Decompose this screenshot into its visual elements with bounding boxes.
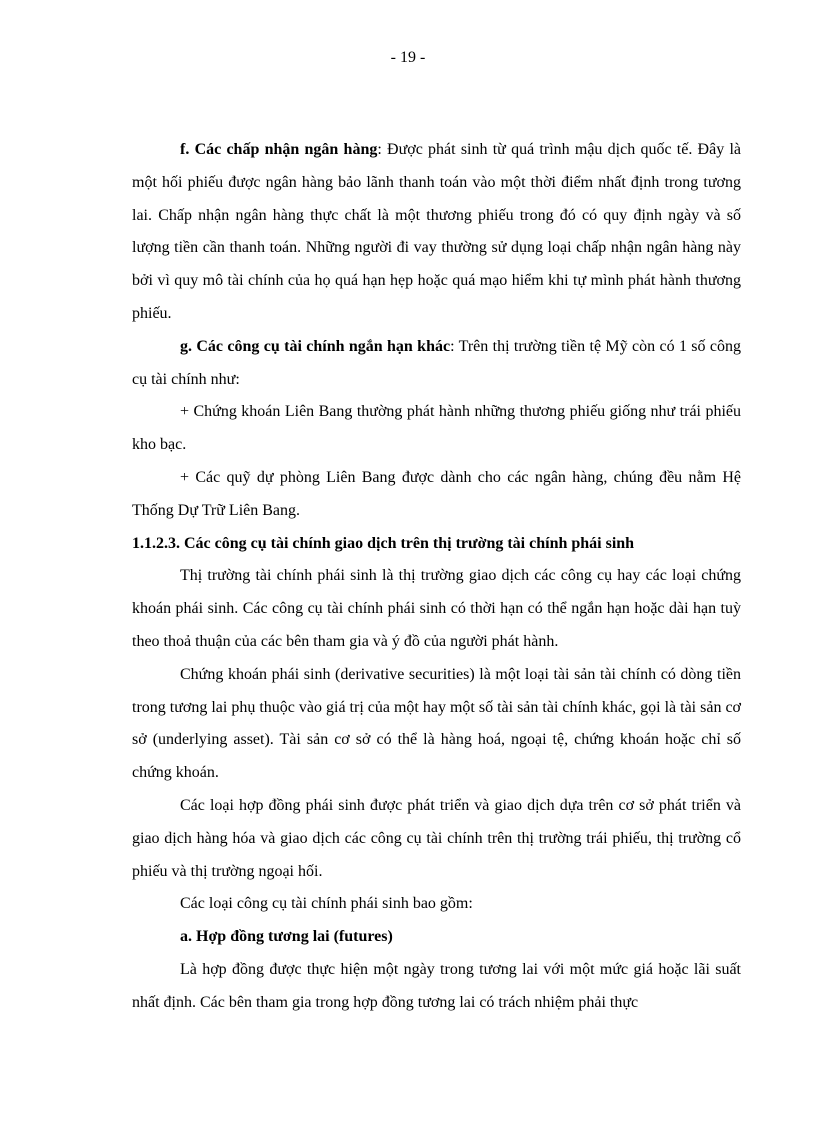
paragraph-section-f: [132, 134, 741, 331]
section-f-label: f. Các chấp nhận ngân hàng: [180, 141, 378, 158]
section-heading-1-1-2-3: 1.1.2.3. Các công cụ tài chính giao dịch trên thị trường tài chính phái sinh: [132, 534, 635, 552]
paragraph-derivative-securities: Chứng khoán phái sinh (derivative securities) là một loại tài sản tài chính có dòng tiền trong tương lai phụ thuộc vào giá trị của một hay một số tài sản tài chính khác, gọi là tài sản cơ sở (underlying asset). Tài sản cơ sở có thể là hàng hoá, ngoại tệ, chứng khoán hoặc chỉ số chứng khoán.: [132, 665, 742, 782]
paragraph-section-g: [132, 331, 741, 397]
page-number: - 19 -: [390, 49, 426, 66]
bullet-item-1: + Chứng khoán Liên Bang thường phát hành những thương phiếu giống như trái phiếu kho bạc.: [132, 403, 741, 454]
paragraph-derivative-types: Các loại công cụ tài chính phái sinh bao gồm:: [180, 895, 473, 913]
section-g-text: : Trên thị trường tiền tệ Mỹ còn có 1 số công cụ tài chính như:: [132, 337, 742, 388]
paragraph-futures: Là hợp đồng được thực hiện một ngày trong tương lai với một mức giá hoặc lãi suất nhất định. Các bên tham gia trong hợp đồng tương lai có trách nhiệm phải thực: [132, 960, 741, 1011]
paragraph-derivative-contracts: Các loại hợp đồng phái sinh được phát triển và giao dịch dựa trên cơ sở phát triển và giao dịch hàng hóa và giao dịch các công cụ tài chính trên thị trường trái phiếu, thị trường cổ phiếu và thị trường ngoại hối.: [132, 796, 741, 880]
section-g-label: g. Các công cụ tài chính ngắn hạn khác: [180, 337, 451, 355]
bullet-item-2: + Các quỹ dự phòng Liên Bang được dành cho các ngân hàng, chúng đều nằm Hệ Thống Dự Trữ Liên Bang.: [132, 468, 741, 519]
section-f-text: : Được phát sinh từ quá trình mậu dịch quốc tế. Đây là một hối phiếu được ngân hàng bảo lãnh thanh toán vào một thời điểm nhất định trong tương lai. Chấp nhận ngân hàng thực chất là một thương phiếu trong đó có quy định ngày và số lượng tiền cần thanh toán. Những người đi vay thường sử dụng loại chấp nhận ngân hàng này bởi vì quy mô tài chính của họ quá hạn hẹp hoặc quá mạo hiểm khi tự mình phát hành thương phiếu.: [132, 141, 741, 322]
paragraph-derivative-market: Thị trường tài chính phái sinh là thị trường giao dịch các công cụ hay các loại chứng khoán phái sinh. Các công cụ tài chính phái sinh có thời hạn có thể ngắn hạn hoặc dài hạn tuỳ theo thoả thuận của các bên tham gia và ý đồ của người phát hành.: [132, 567, 741, 650]
document-body: [132, 134, 741, 1020]
subheading-futures: a. Hợp đồng tương lai (futures): [180, 928, 393, 946]
